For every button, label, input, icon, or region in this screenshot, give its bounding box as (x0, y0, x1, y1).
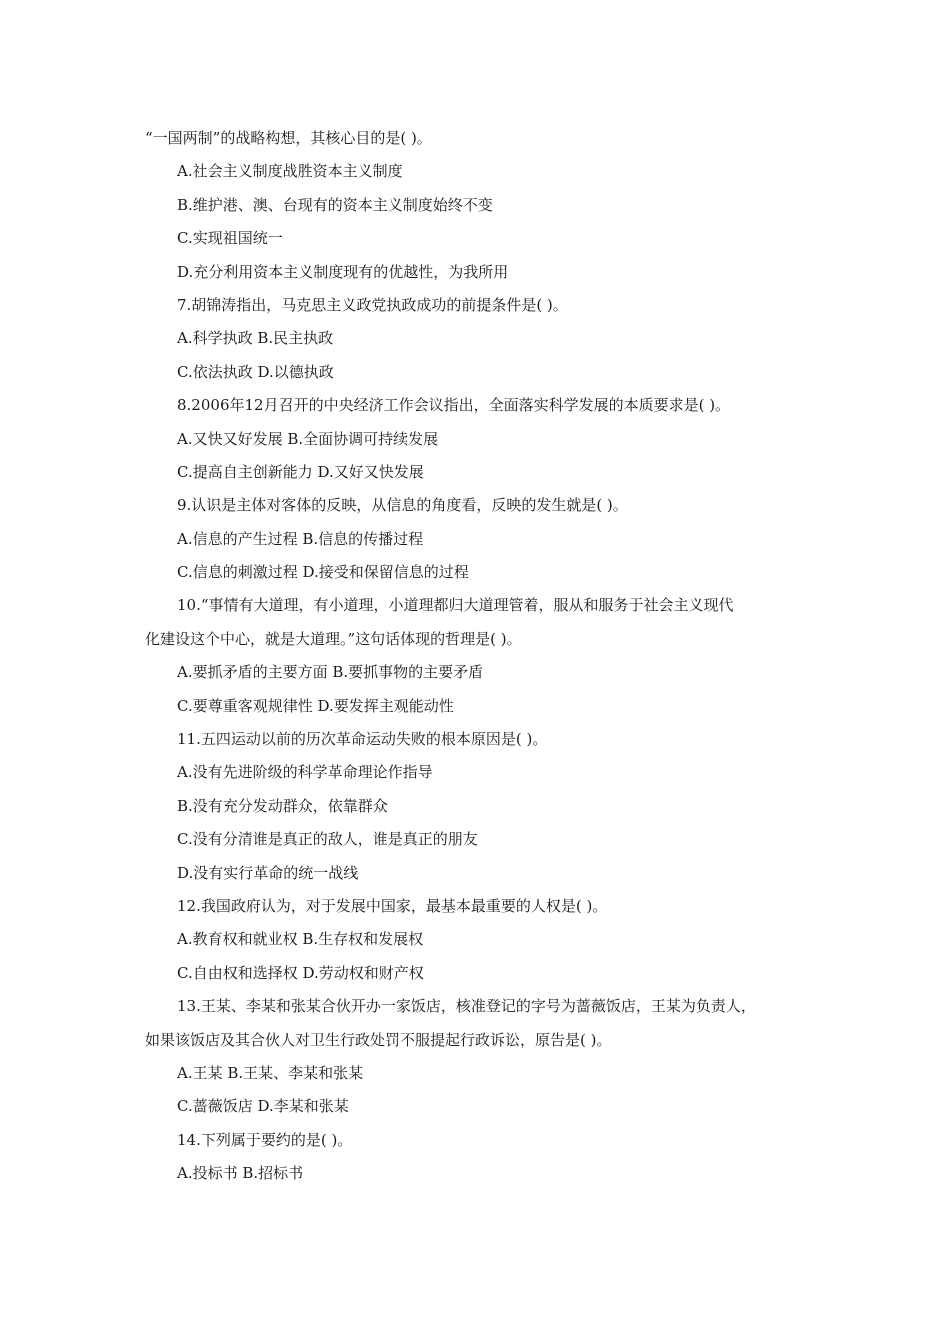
question-11-option-b: B.没有充分发动群众，依靠群众 (177, 796, 388, 815)
question-11-option-a: A.没有先进阶级的科学革命理论作指导 (177, 763, 433, 782)
question-6-stem: “一国两制”的战略构想，其核心目的是( )。 (145, 129, 432, 147)
question-8-options-cd: C.提高自主创新能力 D.又好又快发展 (177, 462, 424, 481)
question-13-options-ab: A.王某 B.王某、李某和张某 (177, 1063, 364, 1082)
question-11-option-c: C.没有分清谁是真正的敌人，谁是真正的朋友 (177, 830, 478, 849)
question-11-stem: 11.五四运动以前的历次革命运动失败的根本原因是( )。 (177, 730, 548, 749)
question-12-stem: 12.我国政府认为，对于发展中国家，最基本最重要的人权是( )。 (177, 896, 608, 915)
question-12-options-cd: C.自由权和选择权 D.劳动权和财产权 (177, 963, 424, 982)
question-10-options-cd: C.要尊重客观规律性 D.要发挥主观能动性 (177, 696, 454, 715)
question-14-stem: 14.下列属于要约的是( )。 (177, 1130, 353, 1149)
question-9-options-cd: C.信息的刺激过程 D.接受和保留信息的过程 (177, 563, 469, 582)
question-10-stem-line-1: 10.“事情有大道理，有小道理，小道理都归大道理管着，服从和服务于社会主义现代 (177, 596, 734, 615)
question-13-stem-line-1: 13.王某、李某和张某合伙开办一家饭店，核准登记的字号为蔷薇饭店，王某为负责人， (177, 997, 756, 1016)
question-7-stem: 7.胡锦涛指出，马克思主义政党执政成功的前提条件是( )。 (177, 295, 568, 314)
question-6-option-d: D.充分利用资本主义制度现有的优越性，为我所用 (177, 262, 509, 281)
question-9-options-ab: A.信息的产生过程 B.信息的传播过程 (177, 529, 424, 548)
question-9-stem: 9.认识是主体对客体的反映，从信息的角度看，反映的发生就是( )。 (177, 496, 628, 515)
question-6-option-a: A.社会主义制度战胜资本主义制度 (177, 162, 403, 181)
question-6-option-b: B.维护港、澳、台现有的资本主义制度始终不变 (177, 195, 493, 214)
question-13-stem-line-2: 如果该饭店及其合伙人对卫生行政处罚不服提起行政诉讼，原告是( )。 (145, 1030, 612, 1049)
question-7-options-ab: A.科学执政 B.民主执政 (177, 329, 334, 348)
question-7-options-cd: C.依法执政 D.以德执政 (177, 362, 334, 381)
question-8-stem: 8.2006年12月召开的中央经济工作会议指出，全面落实科学发展的本质要求是( )。 (177, 396, 731, 415)
question-14-options-ab: A.投标书 B.招标书 (177, 1164, 304, 1183)
question-8-options-ab: A.又快又好发展 B.全面协调可持续发展 (177, 429, 439, 448)
question-12-options-ab: A.教育权和就业权 B.生存权和发展权 (177, 930, 424, 949)
question-11-option-d: D.没有实行革命的统一战线 (177, 863, 359, 882)
question-10-options-ab: A.要抓矛盾的主要方面 B.要抓事物的主要矛盾 (177, 663, 484, 682)
question-list (145, 122, 815, 1191)
question-13-options-cd: C.蔷薇饭店 D.李某和张某 (177, 1097, 349, 1116)
question-6-option-c: C.实现祖国统一 (177, 229, 283, 248)
question-10-stem-line-2: 化建设这个中心，就是大道理。”这句话体现的哲理是( )。 (145, 629, 522, 648)
